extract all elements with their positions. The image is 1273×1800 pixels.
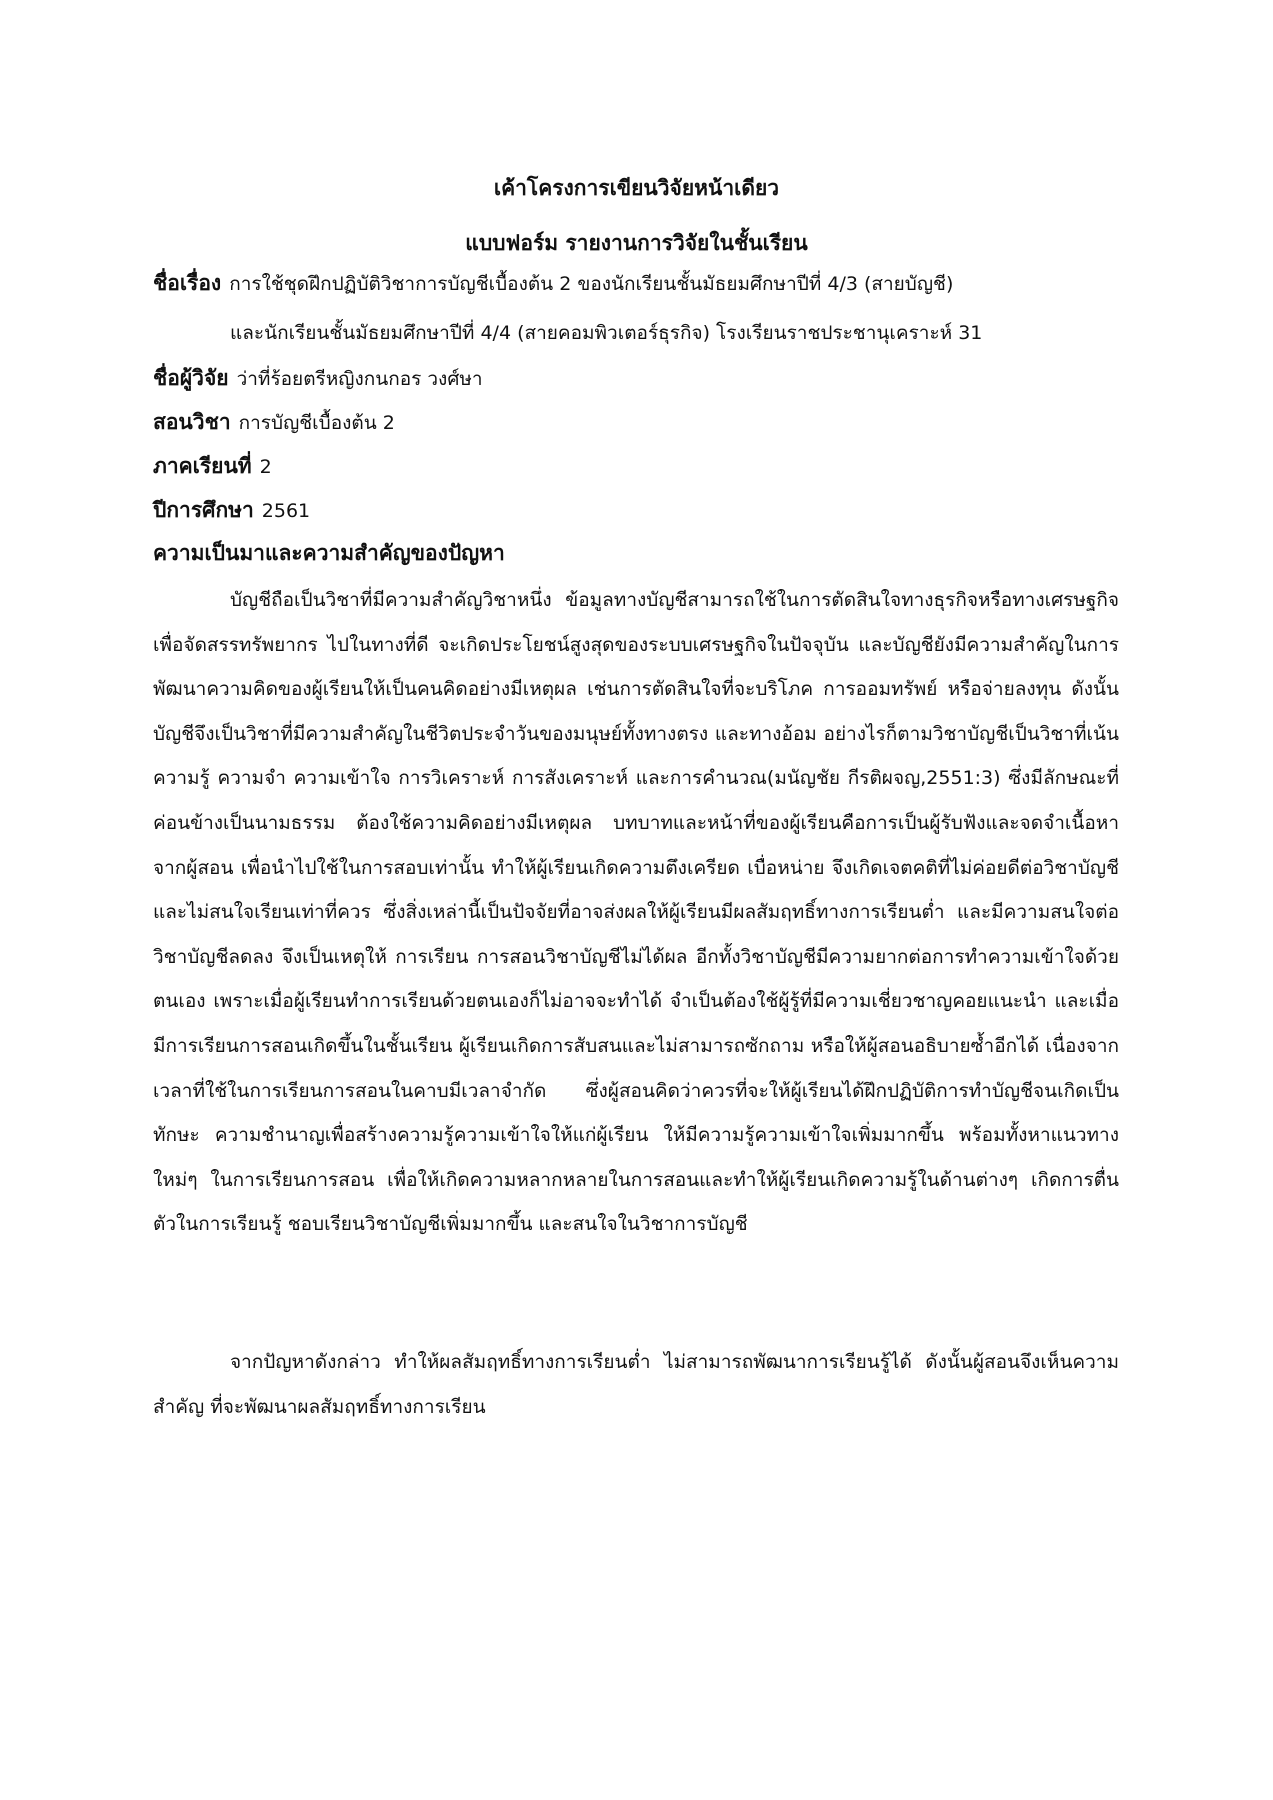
subject-label: ชื่อเรื่อง xyxy=(153,271,222,295)
semester-field xyxy=(153,448,1133,485)
document-subtitle: แบบฟอร์ม รายงานการวิจัยในชั้นเรียน xyxy=(465,231,808,255)
academic-year-label: ปีการศึกษา xyxy=(153,498,254,522)
body-paragraph: บัญชีถือเป็นวิชาที่มีความสำคัญวิชาหนึ่ง ข้อมูลทางบัญชีสามารถใช้ในการตัดสินใจทางธุรกิจหรือทางเศรษฐกิจ เพื่อจัดสรรทรัพยากร ไปในทางที่ดี จะเกิดประโยชน์สูงสุดของระบบเศรษฐกิจในปัจจุบัน และบัญชียังมีความสำคัญในการพัฒนาความคิดของผู้เรียนให้เป็นคนคิดอย่างมีเหตุผล เช่นการตัดสินใจที่จะบริโภค การออมทรัพย์ หรือจ่ายลงทุน ดังนั้น บัญชีจึงเป็นวิชาที่มีความสำคัญในชีวิตประจำวันของมนุษย์ทั้งทางตรง และทางอ้อม อย่างไรก็ตามวิชาบัญชีเป็นวิชาที่เน้นความรู้ ความจำ ความเข้าใจ การวิเคราะห์ การสังเคราะห์ และการคำนวณ(มนัญชัย กีรติผจญ,2551:3) ซึ่งมีลักษณะที่ค่อนข้างเป็นนามธรรม ต้องใช้ความคิดอย่างมีเหตุผล บทบาทและหน้าที่ของผู้เรียนคือการเป็นผู้รับฟังและจดจำเนื้อหาจากผู้สอน เพื่อนำไปใช้ในการสอบเท่านั้น ทำให้ผู้เรียนเกิดความตึงเครียด เบื่อหน่าย จึงเกิดเจตคติที่ไม่ค่อยดีต่อวิชาบัญชี และไม่สนใจเรียนเท่าที่ควร ซึ่งสิ่งเหล่านี้เป็นปัจจัยที่อาจส่งผลให้ผู้เรียนมีผลสัมฤทธิ์ทางการเรียนต่ำ และมีความสนใจต่อวิชาบัญชีลดลง จึงเป็นเหตุให้ การเรียน การสอนวิชาบัญชีไม่ได้ผล อีกทั้งวิชาบัญชีมีความยากต่อการทำความเข้าใจด้วยตนเอง เพราะเมื่อผู้เรียนทำการเรียนด้วยตนเองก็ไม่อาจจะทำได้ จำเป็นต้องใช้ผู้รู้ที่มีความเชี่ยวชาญคอยแนะนำ และเมื่อมีการเรียนการสอนเกิดขึ้นในชั้นเรียน ผู้เรียนเกิดการสับสนและไม่สามารถซักถาม หรือให้ผู้สอนอธิบายซ้ำอีกได้ เนื่องจากเวลาที่ใช้ในการเรียนการสอนในคาบมีเวลาจำกัด ซึ่งผู้สอนคิดว่าควรที่จะให้ผู้เรียนได้ฝึกปฏิบัติการทำบัญชีจนเกิดเป็นทักษะ ความชำนาญเพื่อสร้างความรู้ความเข้าใจให้แก่ผู้เรียน ให้มีความรู้ความเข้าใจเพิ่มมากขึ้น พร้อมทั้งหาแนวทางใหม่ๆ ในการเรียนการสอน เพื่อให้เกิดความหลากหลายในการสอนและทำให้ผู้เรียนเกิดความรู้ในด้านต่างๆ เกิดการตื่นตัวในการเรียนรู้ ชอบเรียนวิชาบัญชีเพิ่มมากขึ้น และสนใจในวิชาการบัญชี xyxy=(153,589,1119,1236)
researcher-field xyxy=(153,360,1133,397)
semester-value: 2 xyxy=(259,456,272,478)
subject-field xyxy=(153,265,1133,302)
researcher-value: ว่าที่ร้อยตรีหญิงกนกอร วงศ์ษา xyxy=(236,368,483,390)
subject-value: การใช้ชุดฝึกปฏิบัติวิชาการบัญชีเบื้องต้น 2 ของนักเรียนชั้นมัธยมศึกษาปีที่ 4/3 (สายบัญชี) xyxy=(229,273,954,295)
course-value: การบัญชีเบื้องต้น 2 xyxy=(238,412,395,434)
researcher-label: ชื่อผู้วิจัย xyxy=(153,366,229,390)
semester-label: ภาคเรียนที่ xyxy=(153,454,252,478)
section-heading: ความเป็นมาและความสำคัญของปัญหา xyxy=(153,541,505,565)
subject-continuation: และนักเรียนชั้นมัธยมศึกษาปีที่ 4/4 (สายคอมพิวเตอร์ธุรกิจ) โรงเรียนราชประชานุเคราะห์ 31 xyxy=(230,322,983,344)
course-label: สอนวิชา xyxy=(153,410,231,434)
document-title: เค้าโครงการเขียนวิจัยหน้าเดียว xyxy=(493,176,780,200)
course-field xyxy=(153,404,1133,441)
body-paragraph: จากปัญหาดังกล่าว ทำให้ผลสัมฤทธิ์ทางการเรียนต่ำ ไม่สามารถพัฒนาการเรียนรู้ได้ ดังนั้นผู้สอนจึงเห็นความสำคัญ ที่จะพัฒนาผลสัมฤทธิ์ทางการเรียน xyxy=(153,1351,1119,1418)
academic-year-value: 2561 xyxy=(261,500,311,522)
academic-year-field xyxy=(153,492,1133,529)
